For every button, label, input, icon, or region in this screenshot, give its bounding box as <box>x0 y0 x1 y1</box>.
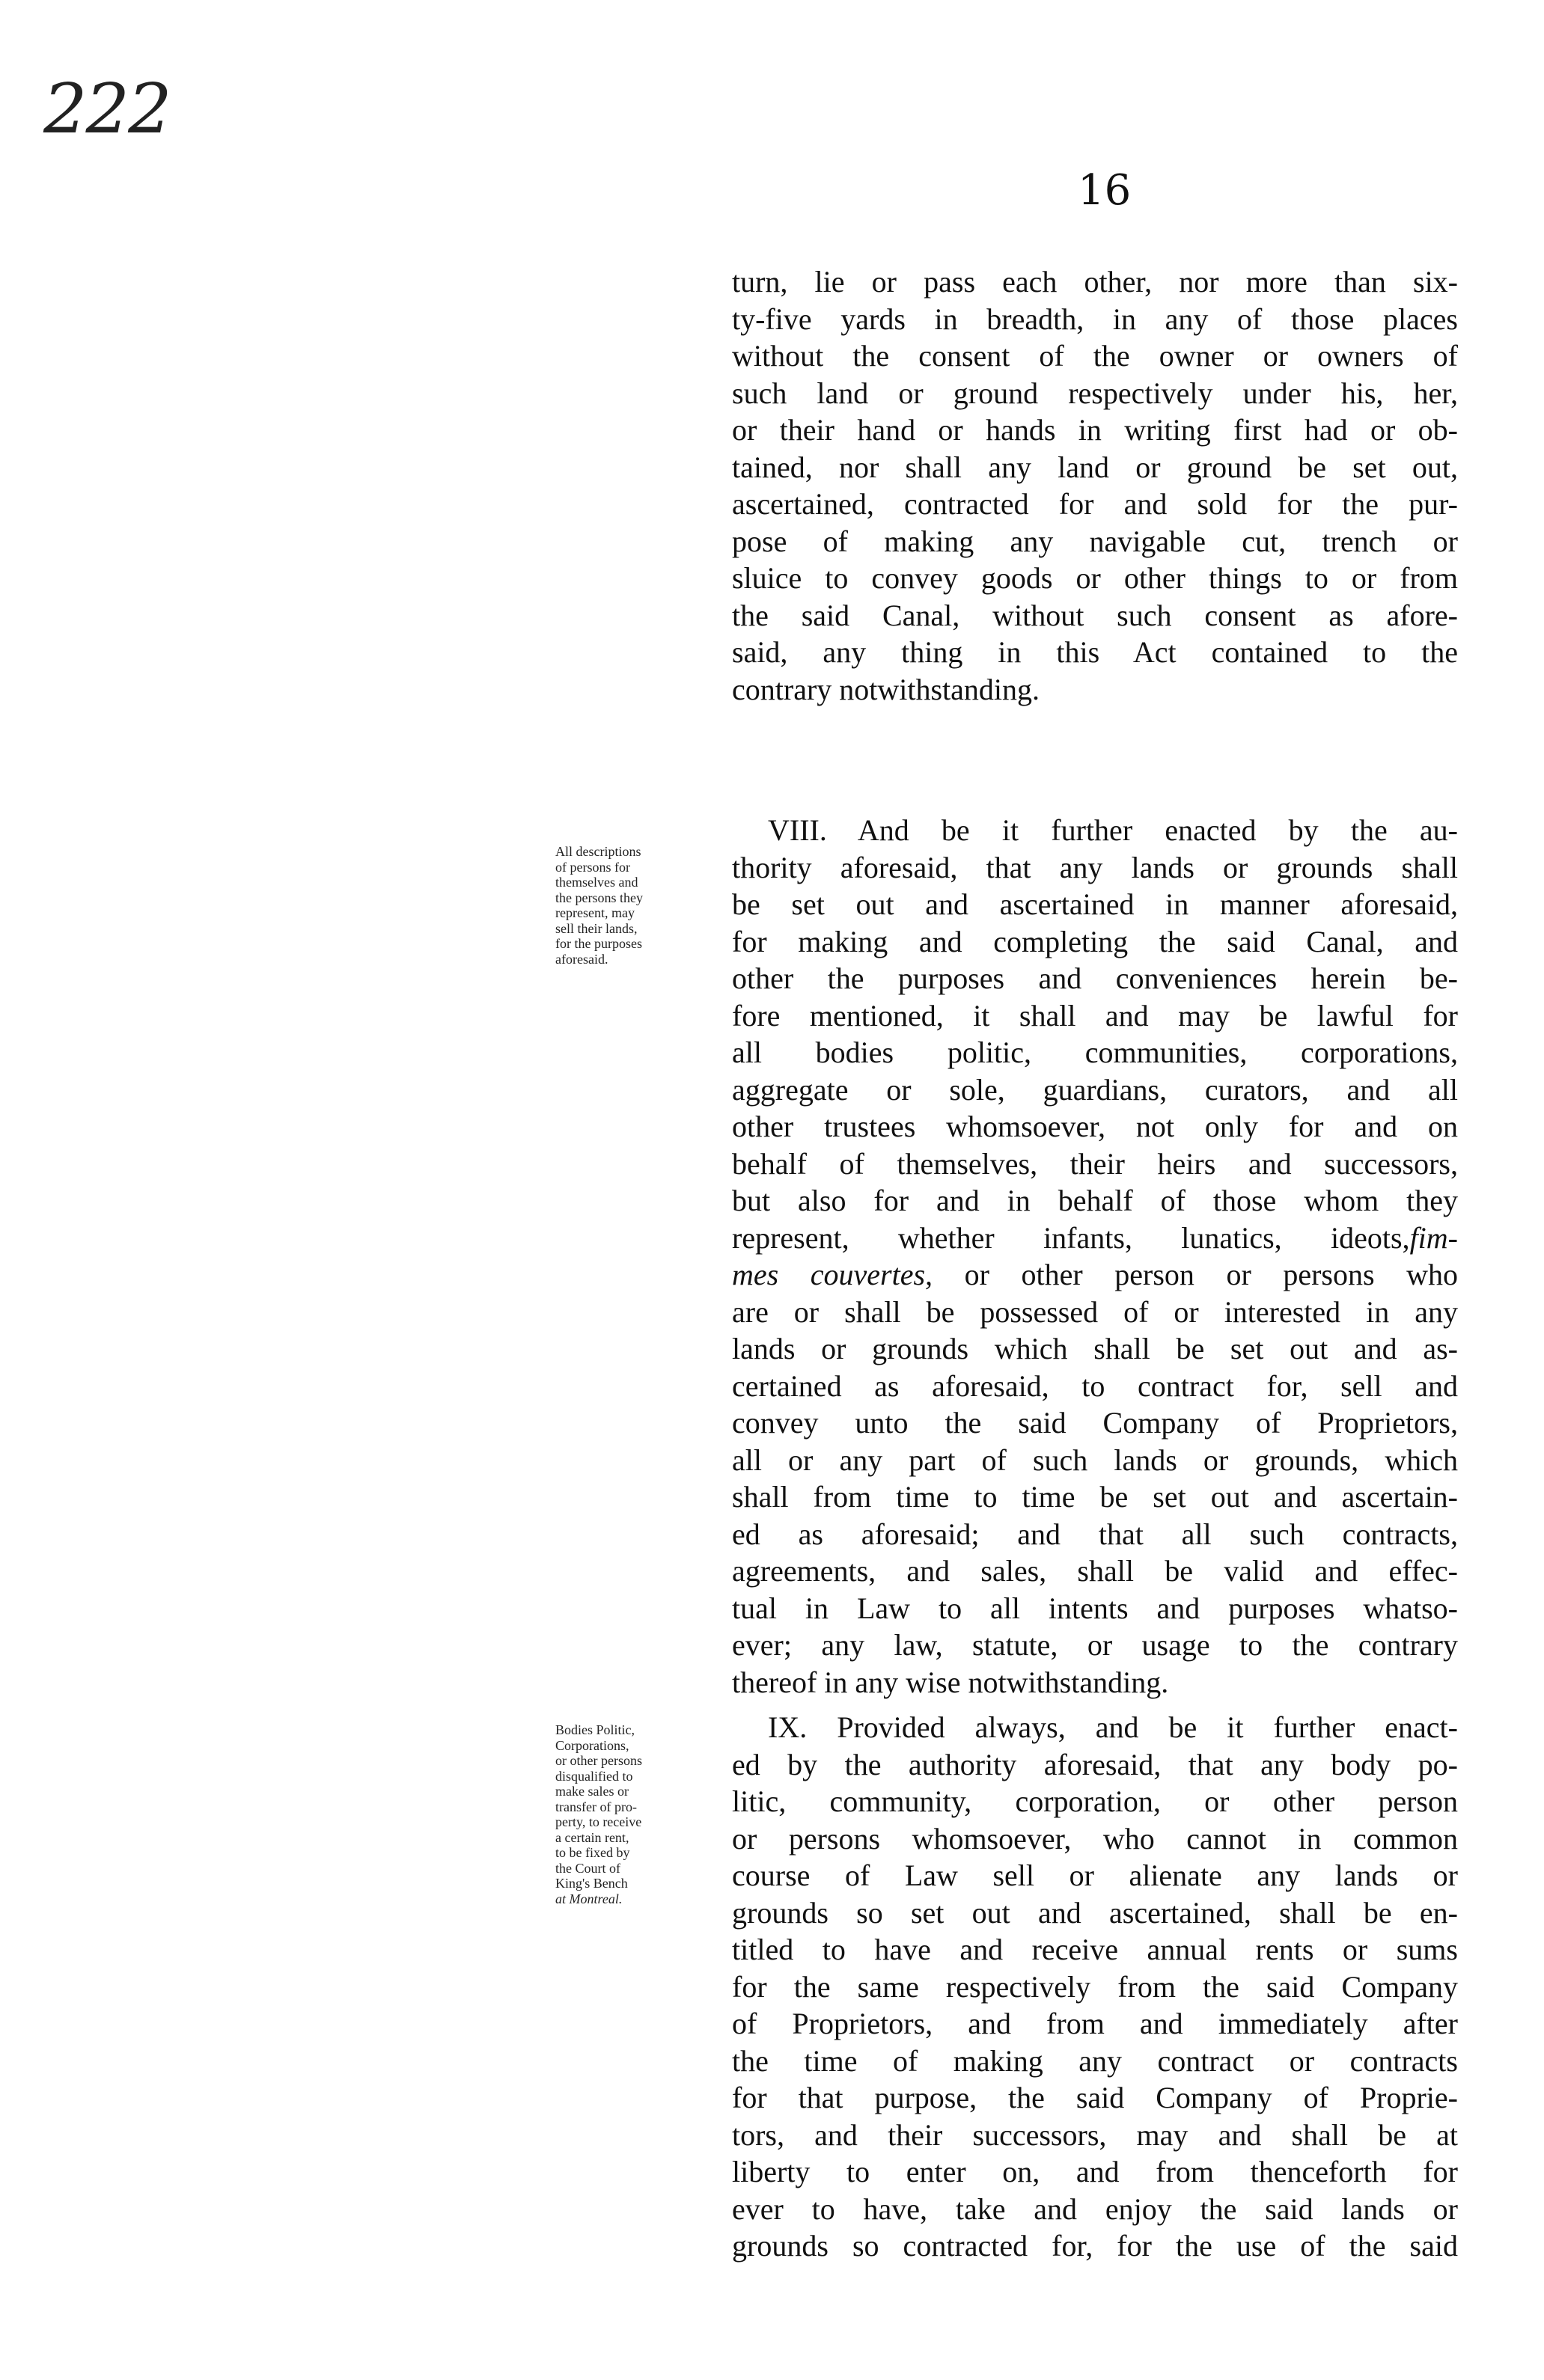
text-line: shall from time to time be set out and ascertain- <box>732 1480 1458 1514</box>
section-heading-line: IX. Provided always, and be it further enact- <box>768 1710 1458 1744</box>
italic-text: at Montreal. <box>555 1891 623 1906</box>
text-line: are or shall be possessed of or interested in any <box>732 1294 1458 1329</box>
paragraph-continued <box>732 263 1458 708</box>
text-fragment: or other person or persons who <box>964 1258 1459 1291</box>
text-fragment: represent, whether infants, lunatics, ideots, <box>732 1220 1410 1255</box>
margin-note-line: of persons for <box>555 859 630 875</box>
text-line: ty-five yards in breadth, in any of those places <box>732 302 1458 336</box>
margin-note-line: Corporations, <box>555 1737 629 1753</box>
section-ix <box>732 1709 1458 2265</box>
text-line: be set out and ascertained in manner aforesaid, <box>732 887 1458 921</box>
margin-note-line: to be fixed by <box>555 1845 630 1860</box>
text-line: thereof in any wise notwithstanding. <box>732 1665 1169 1699</box>
text-line: thority aforesaid, that any lands or grounds shall <box>732 850 1458 884</box>
margin-note-line: the persons they <box>555 890 643 905</box>
text-line: for making and completing the said Canal, and <box>732 924 1458 958</box>
margin-note-section-ix <box>555 1722 705 1906</box>
section-heading-line: VIII. And be it further enacted by the au- <box>768 813 1458 847</box>
margin-note-line: for the purposes <box>555 936 642 951</box>
italic-text: mes couvertes, <box>732 1258 933 1291</box>
text-line: tual in Law to all intents and purposes whatso- <box>732 1591 1458 1625</box>
text-line: ever; any law, statute, or usage to the contrary <box>732 1628 1458 1662</box>
text-line <box>732 1220 1458 1257</box>
text-line: for that purpose, the said Company of Proprie- <box>732 2081 1458 2114</box>
margin-note-section-viii <box>555 844 705 967</box>
margin-note-line: disqualified to <box>555 1768 633 1784</box>
page-number: 16 <box>1078 166 1132 215</box>
text-line: liberty to enter on, and from thenceforth for <box>732 2155 1458 2188</box>
text-line: contrary notwithstanding. <box>732 672 1040 706</box>
text-line: the said Canal, without such consent as afore- <box>732 598 1458 632</box>
margin-note-line: the Court of <box>555 1860 620 1876</box>
text-line: pose of making any navigable cut, trench or <box>732 524 1458 558</box>
margin-note-line: represent, may <box>555 905 635 920</box>
text-line: other the purposes and conveniences herein be- <box>732 961 1458 995</box>
text-line: lands or grounds which shall be set out and as- <box>732 1332 1458 1365</box>
section-viii <box>732 812 1458 1701</box>
text-line: grounds so set out and ascertained, shall be en- <box>732 1895 1458 1930</box>
text-line: the time of making any contract or contracts <box>732 2043 1458 2078</box>
text-line: ascertained, contracted for and sold for the pur- <box>732 487 1458 521</box>
text-line: ed as aforesaid; and that all such contracts, <box>732 1517 1458 1551</box>
margin-note-line <box>555 1891 705 1907</box>
text-line: agreements, and sales, shall be valid and effec- <box>732 1554 1458 1588</box>
text-line: litic, community, corporation, or other person <box>732 1784 1458 1818</box>
text-line: or their hand or hands in writing first had or ob- <box>732 413 1458 447</box>
text-line: such land or ground respectively under his, her, <box>732 376 1458 410</box>
text-line: certained as aforesaid, to contract for, sell and <box>732 1368 1458 1403</box>
margin-note-line: King's Bench <box>555 1876 628 1891</box>
text-line: ed by the authority aforesaid, that any body po- <box>732 1747 1458 1781</box>
margin-note-line: perty, to receive <box>555 1814 642 1829</box>
text-line <box>732 1256 1458 1294</box>
margin-note-line: make sales or <box>555 1784 629 1799</box>
margin-note-line: sell their lands, <box>555 920 638 936</box>
text-line: turn, lie or pass each other, nor more than six- <box>732 265 1458 299</box>
italic-text: fim- <box>1409 1220 1458 1255</box>
text-line: grounds so contracted for, for the use of the said <box>732 2229 1458 2263</box>
margin-note-line: or other persons <box>555 1753 642 1768</box>
folio-number: 222 <box>43 69 171 149</box>
margin-note-line: themselves and <box>555 875 638 890</box>
text-line: tained, nor shall any land or ground be set out, <box>732 450 1458 484</box>
margin-note-line: a certain rent, <box>555 1829 629 1845</box>
text-line: of Proprietors, and from and immediately after <box>732 2007 1458 2040</box>
text-line: for the same respectively from the said Company <box>732 1969 1458 2004</box>
text-line: other trustees whomsoever, not only for and on <box>732 1110 1458 1143</box>
text-line: ever to have, take and enjoy the said lands or <box>732 2191 1458 2226</box>
text-line: aggregate or sole, guardians, curators, and all <box>732 1072 1458 1107</box>
text-line: convey unto the said Company of Proprietors, <box>732 1406 1458 1440</box>
text-line: all bodies politic, communities, corporations, <box>732 1035 1458 1069</box>
text-line: sluice to convey goods or other things to or from <box>732 561 1458 595</box>
text-line: fore mentioned, it shall and may be lawful for <box>732 998 1458 1033</box>
margin-note-line: aforesaid. <box>555 951 608 967</box>
text-line: said, any thing in this Act contained to the <box>732 635 1458 669</box>
text-line: or persons whomsoever, who cannot in common <box>732 1821 1458 1856</box>
text-line: but also for and in behalf of those whom they <box>732 1184 1458 1217</box>
margin-note-line: Bodies Politic, <box>555 1722 635 1737</box>
text-line: titled to have and receive annual rents or sums <box>732 1933 1458 1966</box>
margin-note-line: transfer of pro- <box>555 1799 637 1814</box>
text-line: without the consent of the owner or owners of <box>732 339 1458 373</box>
text-line: all or any part of such lands or grounds, which <box>732 1443 1458 1477</box>
margin-note-line: All descriptions <box>555 844 641 859</box>
text-line: behalf of themselves, their heirs and successors, <box>732 1146 1458 1181</box>
text-line: tors, and their successors, may and shall be at <box>732 2117 1458 2152</box>
text-line: course of Law sell or alienate any lands or <box>732 1859 1458 1892</box>
